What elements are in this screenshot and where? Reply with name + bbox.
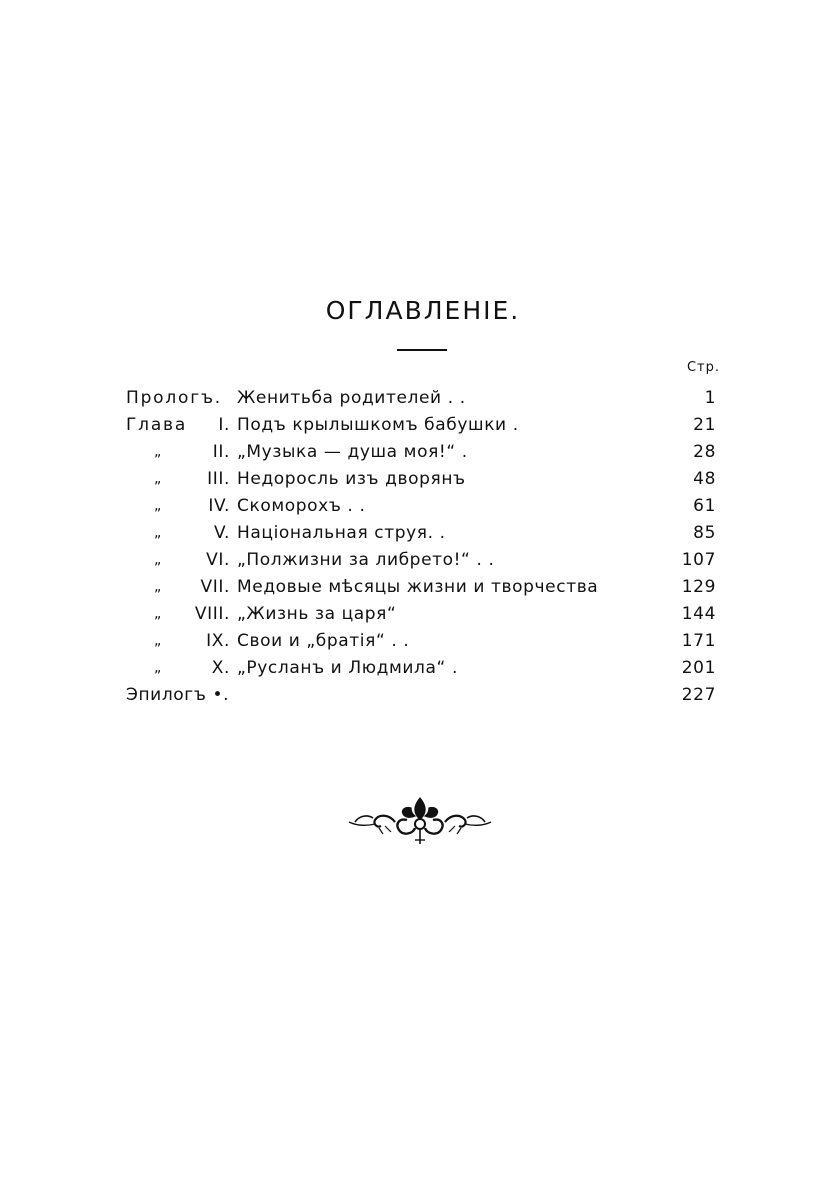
page-title: ОГЛАВЛЕНІЕ. bbox=[325, 296, 521, 325]
chapter-numeral: IV. bbox=[208, 496, 230, 516]
entry-page-number: 107 bbox=[681, 550, 716, 570]
toc-entry-chapter-5 bbox=[0, 520, 840, 547]
ditto-mark: „ bbox=[154, 660, 162, 676]
entry-title: „Полжизни за либрето!“ . . bbox=[237, 550, 495, 570]
toc-entry-chapter-6 bbox=[0, 547, 840, 574]
toc-entry-chapter-8 bbox=[0, 601, 840, 628]
entry-title: Женитьба родителей . . bbox=[237, 388, 466, 408]
entry-page-number: 61 bbox=[693, 496, 716, 516]
entry-label: Прологъ. bbox=[126, 388, 222, 408]
entry-page-number: 171 bbox=[681, 631, 716, 651]
entry-page-number: 48 bbox=[693, 469, 716, 489]
toc-entry-chapter-3 bbox=[0, 466, 840, 493]
entry-title: „Русланъ и Людмила“ . bbox=[237, 658, 458, 678]
toc-entry-chapter-4 bbox=[0, 493, 840, 520]
toc-entry-prologue bbox=[0, 385, 840, 412]
ditto-mark: „ bbox=[154, 606, 162, 622]
entry-page-number: 144 bbox=[681, 604, 716, 624]
title-underline bbox=[397, 349, 447, 351]
entry-page-number: 1 bbox=[704, 388, 716, 408]
entry-page-number: 227 bbox=[681, 685, 716, 705]
entry-title: „Жизнь за царя“ bbox=[237, 604, 397, 624]
chapter-numeral: I. bbox=[218, 415, 230, 435]
toc-entry-chapter-2 bbox=[0, 439, 840, 466]
table-of-contents bbox=[0, 385, 840, 709]
ditto-mark: „ bbox=[154, 579, 162, 595]
toc-entry-chapter-7 bbox=[0, 574, 840, 601]
toc-entry-chapter-1 bbox=[0, 412, 840, 439]
entry-page-number: 21 bbox=[693, 415, 716, 435]
entry-title: Скоморохъ . . bbox=[237, 496, 366, 516]
ditto-mark: „ bbox=[154, 552, 162, 568]
toc-entry-chapter-9 bbox=[0, 628, 840, 655]
entry-page-number: 85 bbox=[693, 523, 716, 543]
page-column-header: Стр. bbox=[686, 360, 720, 375]
chapter-numeral: V. bbox=[213, 523, 230, 543]
entry-page-number: 129 bbox=[681, 577, 716, 597]
entry-title: „Музыка — душа моя!“ . bbox=[237, 442, 468, 462]
entry-title: Медовые мѣсяцы жизни и творчества bbox=[237, 577, 599, 597]
chapter-numeral: II. bbox=[212, 442, 230, 462]
chapter-numeral: X. bbox=[211, 658, 230, 678]
entry-title: Эпилогъ •. bbox=[126, 685, 230, 705]
entry-label: Глава bbox=[126, 415, 188, 435]
toc-entry-chapter-10 bbox=[0, 655, 840, 682]
ditto-mark: „ bbox=[154, 444, 162, 460]
toc-entry-epilogue bbox=[0, 682, 840, 709]
ditto-mark: „ bbox=[154, 525, 162, 541]
ditto-mark: „ bbox=[154, 633, 162, 649]
entry-title: Подъ крылышкомъ бабушки . bbox=[237, 415, 519, 435]
chapter-numeral: VII. bbox=[200, 577, 230, 597]
entry-title: Свои и „братія“ . . bbox=[237, 631, 410, 651]
chapter-numeral: VI. bbox=[206, 550, 230, 570]
chapter-numeral: III. bbox=[207, 469, 230, 489]
entry-page-number: 201 bbox=[681, 658, 716, 678]
ditto-mark: „ bbox=[154, 471, 162, 487]
ditto-mark: „ bbox=[154, 498, 162, 514]
chapter-numeral: IX. bbox=[206, 631, 230, 651]
entry-page-number: 28 bbox=[693, 442, 716, 462]
entry-title: Недоросль изъ дворянъ bbox=[237, 469, 466, 489]
floral-vignette-icon bbox=[345, 792, 495, 848]
chapter-numeral: VIII. bbox=[194, 604, 230, 624]
entry-title: Національная струя. . bbox=[237, 523, 446, 543]
